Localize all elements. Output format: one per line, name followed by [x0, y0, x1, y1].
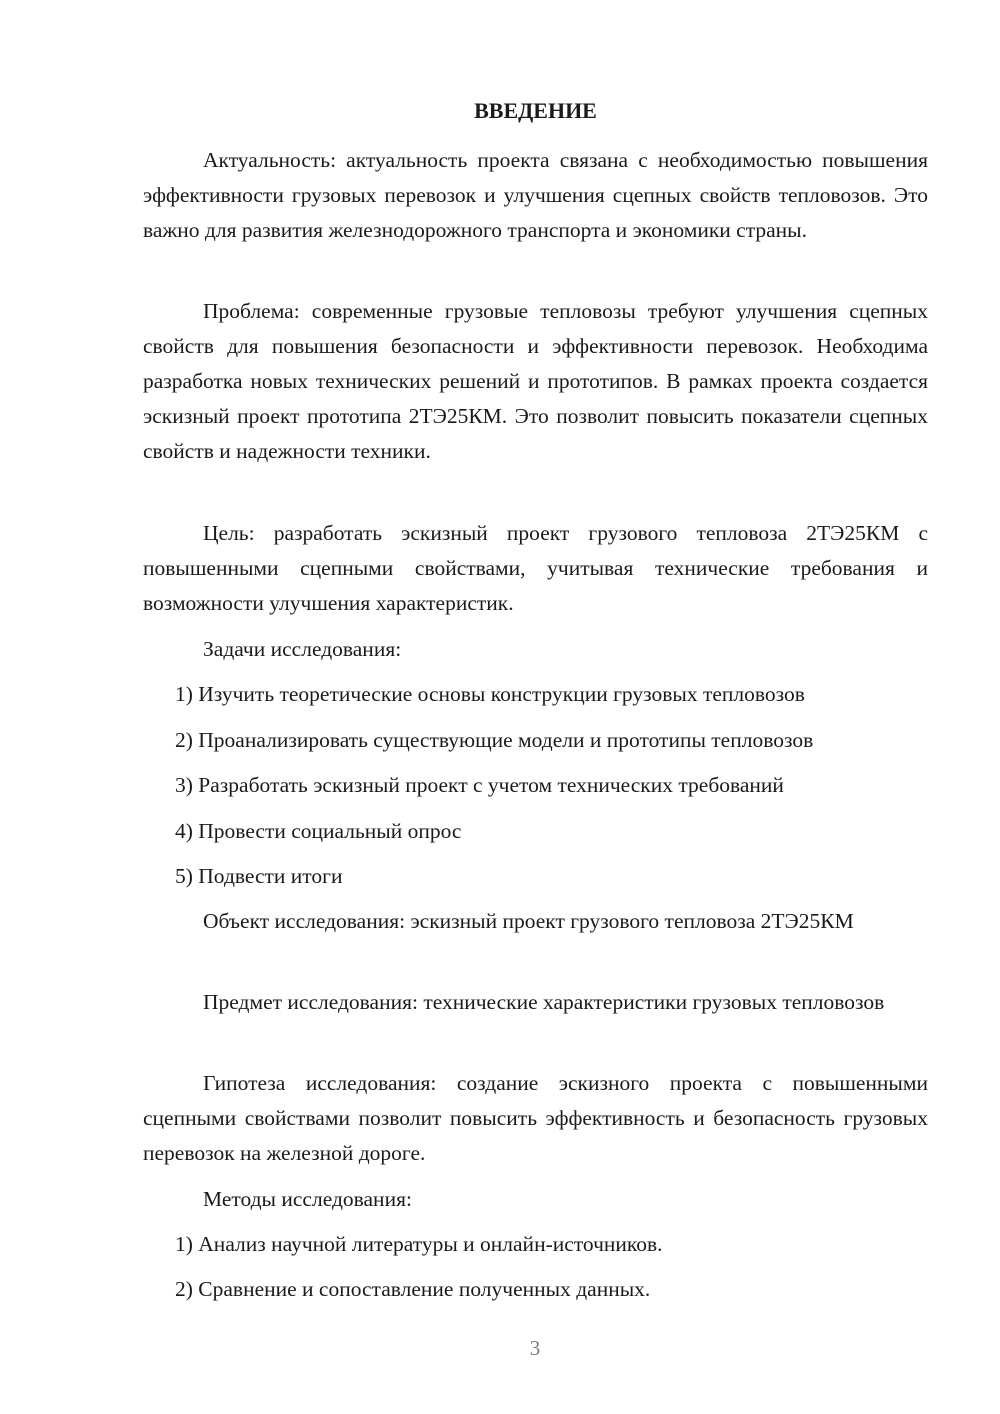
task-item-3: 3) Разработать эскизный проект с учетом технических требований — [175, 773, 784, 797]
object-paragraph: Объект исследования: эскизный проект грузового тепловоза 2ТЭ25КМ — [203, 909, 854, 933]
subject-paragraph: Предмет исследования: технические характеристики грузовых тепловозов — [203, 990, 885, 1014]
methods-heading: Методы исследования: — [203, 1187, 412, 1211]
task-item-4: 4) Провести социальный опрос — [175, 819, 462, 843]
problem-paragraph: Проблема: современные грузовые тепловозы требуют улучшения сцепных свойств для повышения безопасности и эффективности перевозок. Необходима разработка новых технических решений и прототипов. В рамках проекта создается эскизный проект прототипа 2ТЭ25КМ. Это позволит повысить показатели сцепных свойств и надежности техники. — [143, 299, 928, 463]
page-number: 3 — [529, 1336, 541, 1360]
page-title: ВВЕДЕНИЕ — [474, 98, 597, 123]
relevance-paragraph: Актуальность: актуальность проекта связана с необходимостью повышения эффективности грузовых перевозок и улучшения сцепных свойств тепловозов. Это важно для развития железнодорожного транспорта и экономики страны. — [143, 148, 928, 242]
task-item-2: 2) Проанализировать существующие модели и прототипы тепловозов — [175, 728, 814, 752]
hypothesis-paragraph: Гипотеза исследования: создание эскизного проекта с повышенными сцепными свойствами позволит повысить эффективность и безопасность грузовых перевозок на железной дороге. — [143, 1071, 928, 1165]
method-item-1: 1) Анализ научной литературы и онлайн-источников. — [175, 1232, 663, 1256]
tasks-heading: Задачи исследования: — [203, 637, 402, 661]
task-item-1: 1) Изучить теоретические основы конструкции грузовых тепловозов — [175, 682, 805, 706]
goal-paragraph: Цель: разработать эскизный проект грузового тепловоза 2ТЭ25КМ с повышенными сцепными свойствами, учитывая технические требования и возможности улучшения характеристик. — [143, 521, 928, 615]
task-item-5: 5) Подвести итоги — [175, 864, 343, 888]
method-item-2: 2) Сравнение и сопоставление полученных данных. — [175, 1277, 651, 1301]
